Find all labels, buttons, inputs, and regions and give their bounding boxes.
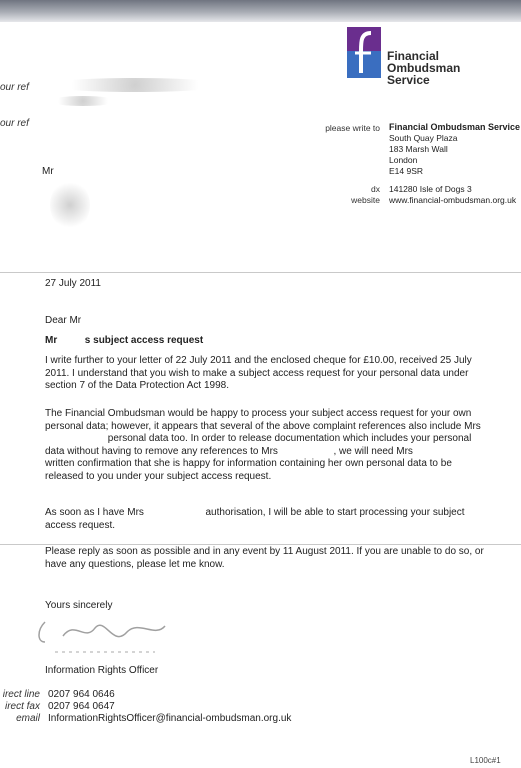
dx-label: dx	[371, 184, 380, 194]
logo-wordmark	[387, 50, 460, 86]
direct-line-label: irect line	[2, 689, 40, 700]
redacted-reference	[45, 78, 225, 92]
address-line: 183 Marsh Wall	[389, 144, 448, 154]
p3-part-b: authorisation, I will be able to start processing your subject access request.	[45, 507, 465, 531]
direct-line-value: 0207 964 0646	[48, 689, 115, 700]
signatory-title: Information Rights Officer	[45, 665, 159, 676]
page-fold-line	[0, 272, 521, 273]
page-fold-line	[0, 544, 521, 545]
form-code: L100c#1	[470, 756, 501, 765]
redacted-reference	[48, 96, 118, 106]
financial-ombudsman-logo	[347, 27, 381, 78]
handwritten-signature	[35, 612, 175, 656]
paragraph-2	[45, 408, 485, 484]
address-line: London	[389, 155, 418, 165]
p2-part-b: personal data too. In order to release documentation which includes your personal data without having to remove any references to Mrs	[45, 433, 472, 457]
logo-line-2: Ombudsman	[387, 61, 461, 75]
salutation: Dear Mr	[45, 315, 82, 326]
please-write-label: please write to	[325, 123, 380, 133]
redacted-address	[50, 180, 90, 230]
p2-part-a: The Financial Ombudsman would be happy to process your subject access request for your own personal data; however, it appears that several of the above complaint references also include Mrs	[45, 408, 481, 432]
paragraph-3	[45, 507, 485, 532]
paragraph-1: I write further to your letter of 22 July 2011 and the enclosed cheque for £10.00, received 25 July 2011. I understand that you wish to make a subject access request for your personal data under section 7 of the Data Protection Act 1998.	[45, 355, 472, 392]
website-label: website	[351, 195, 380, 205]
website-value: www.financial-ombudsman.org.uk	[389, 195, 517, 205]
logo-line-1: Financial	[387, 49, 440, 63]
contact-address	[389, 122, 520, 177]
subject-prefix: Mr	[45, 335, 58, 346]
direct-fax-value: 0207 964 0647	[48, 701, 115, 712]
p3-part-a: As soon as I have Mrs	[45, 507, 144, 518]
direct-fax-label: irect fax	[4, 701, 40, 712]
paragraph-4: Please reply as soon as possible and in any event by 11 August 2011. If you are unable to do so, or have any questions, please let me know.	[45, 546, 484, 570]
your-ref-label: our ref	[0, 82, 29, 93]
p2-part-d: written confirmation that she is happy for information containing her own personal data to be released to you under your subject access request.	[45, 458, 452, 482]
subject-line	[45, 335, 203, 346]
closing: Yours sincerely	[45, 600, 113, 611]
email-value: InformationRightsOfficer@financial-ombudsman.org.uk	[48, 713, 292, 724]
addressee-title: Mr	[42, 166, 54, 177]
subject-suffix: s subject access request	[84, 335, 204, 346]
letter-date: 27 July 2011	[45, 278, 101, 289]
address-line: E14 9SR	[389, 166, 424, 176]
scan-top-shadow	[0, 0, 521, 22]
org-name: Financial Ombudsman Service	[389, 122, 521, 132]
logo-line-3: Service	[387, 73, 430, 87]
email-label: email	[16, 713, 40, 724]
address-line: South Quay Plaza	[389, 133, 458, 143]
p2-part-c: , we will need Mrs	[333, 445, 413, 457]
dx-value: 141280 Isle of Dogs 3	[389, 184, 472, 194]
our-ref-label: our ref	[0, 118, 29, 129]
